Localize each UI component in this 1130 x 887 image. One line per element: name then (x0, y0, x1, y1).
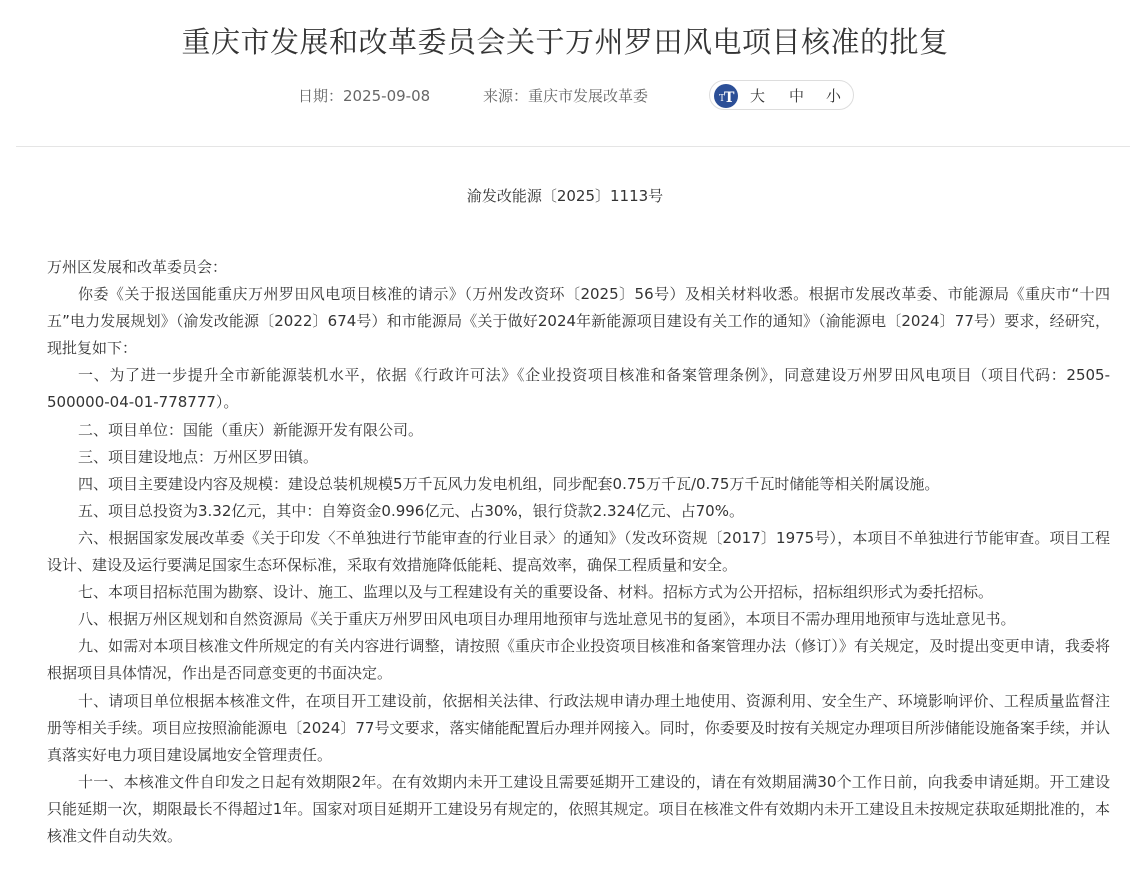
publish-date: 日期：2025-09-08 (298, 87, 431, 105)
page-title: 重庆市发展和改革委员会关于万州罗田风电项目核准的批复 (181, 25, 949, 59)
document-number: 渝发改能源〔2025〕1113号 (466, 187, 664, 205)
svg-text:T: T (719, 94, 726, 104)
body-paragraph: 五、项目总投资为3.32亿元，其中：自筹资金0.996亿元、占30%，银行贷款2.324亿元、占70%。 (78, 501, 744, 520)
salutation: 万州区发展和改革委员会： (47, 258, 228, 276)
body-paragraph: 四、项目主要建设内容及规模：建设总装机规模5万千瓦风力发电机组，同步配套0.75万千瓦/0.75万千瓦时储能等相关附属设施。 (78, 474, 940, 493)
article-body (47, 254, 1110, 850)
body-paragraph: 你委《关于报送国能重庆万州罗田风电项目核准的请示》（万州发改资环〔2025〕56号）及相关材料收悉。根据市发展改革委、市能源局《重庆市“十四五”电力发展规划》（渝发改能源〔2022〕674号）和市能源局《关于做好2024年新能源项目建设有关工作的通知》（渝能源电〔2024〕77号）要求，经研究，现批复如下： (47, 285, 1110, 358)
article-source: 来源：重庆市发展改革委 (483, 87, 649, 105)
body-paragraph: 三、项目建设地点：万州区罗田镇。 (78, 447, 319, 466)
header-divider (16, 146, 1130, 147)
body-paragraph: 六、根据国家发展改革委《关于印发〈不单独进行节能审查的行业目录〉的通知》（发改环资规〔2017〕1975号），本项目不单独进行节能审查。项目工程设计、建设及运行要满足国家生态环保标准，采取有效措施降低能耗、提高效率，确保工程质量和安全。 (47, 528, 1110, 575)
body-paragraph: 七、本项目招标范围为勘察、设计、施工、监理以及与工程建设有关的重要设备、材料。招标方式为公开招标，招标组织形式为委托招标。 (78, 583, 994, 602)
font-size-icon (714, 84, 738, 108)
body-paragraph: 八、根据万州区规划和自然资源局《关于重庆万州罗田风电项目办理用地预审与选址意见书的复函》，本项目不需办理用地预审与选址意见书。 (78, 610, 1016, 629)
font-size-switcher (709, 80, 854, 110)
svg-text:T: T (724, 90, 735, 106)
body-paragraph: 十一、本核准文件自印发之日起有效期限2年。在有效期内未开工建设且需要延期开工建设的，请在有效期届满30个工作日前，向我委申请延期。开工建设只能延期一次，期限最长不得超过1年。国家对项目延期开工建设另有规定的，依照其规定。项目在核准文件有效期内未开工建设且未按规定获取延期批准的，本核准文件自动失效。 (47, 772, 1110, 845)
font-size-large-button[interactable]: 大 (750, 87, 766, 105)
font-size-medium-button[interactable]: 中 (789, 87, 805, 105)
article-meta (0, 78, 1130, 114)
body-paragraph: 九、如需对本项目核准文件所规定的有关内容进行调整，请按照《重庆市企业投资项目核准和备案管理办法（修订）》有关规定，及时提出变更申请，我委将根据项目具体情况，作出是否同意变更的书面决定。 (47, 637, 1110, 683)
font-size-small-button[interactable]: 小 (826, 87, 842, 105)
body-paragraph: 二、项目单位：国能（重庆）新能源开发有限公司。 (78, 420, 424, 439)
body-paragraph: 一、为了进一步提升全市新能源装机水平，依据《行政许可法》《企业投资项目核准和备案管理条例》，同意建设万州罗田风电项目（项目代码：2505-500000-04-01-778777）。 (47, 366, 1110, 412)
body-paragraph: 十、请项目单位根据本核准文件，在项目开工建设前，依据相关法律、行政法规申请办理土地使用、资源利用、安全生产、环境影响评价、工程质量监督注册等相关手续。项目应按照渝能源电〔2024〕77号文要求，落实储能配置后办理并网接入。同时，你委要及时按有关规定办理项目所涉储能设施备案手续，并认真落实好电力项目建设属地安全管理责任。 (47, 691, 1110, 764)
